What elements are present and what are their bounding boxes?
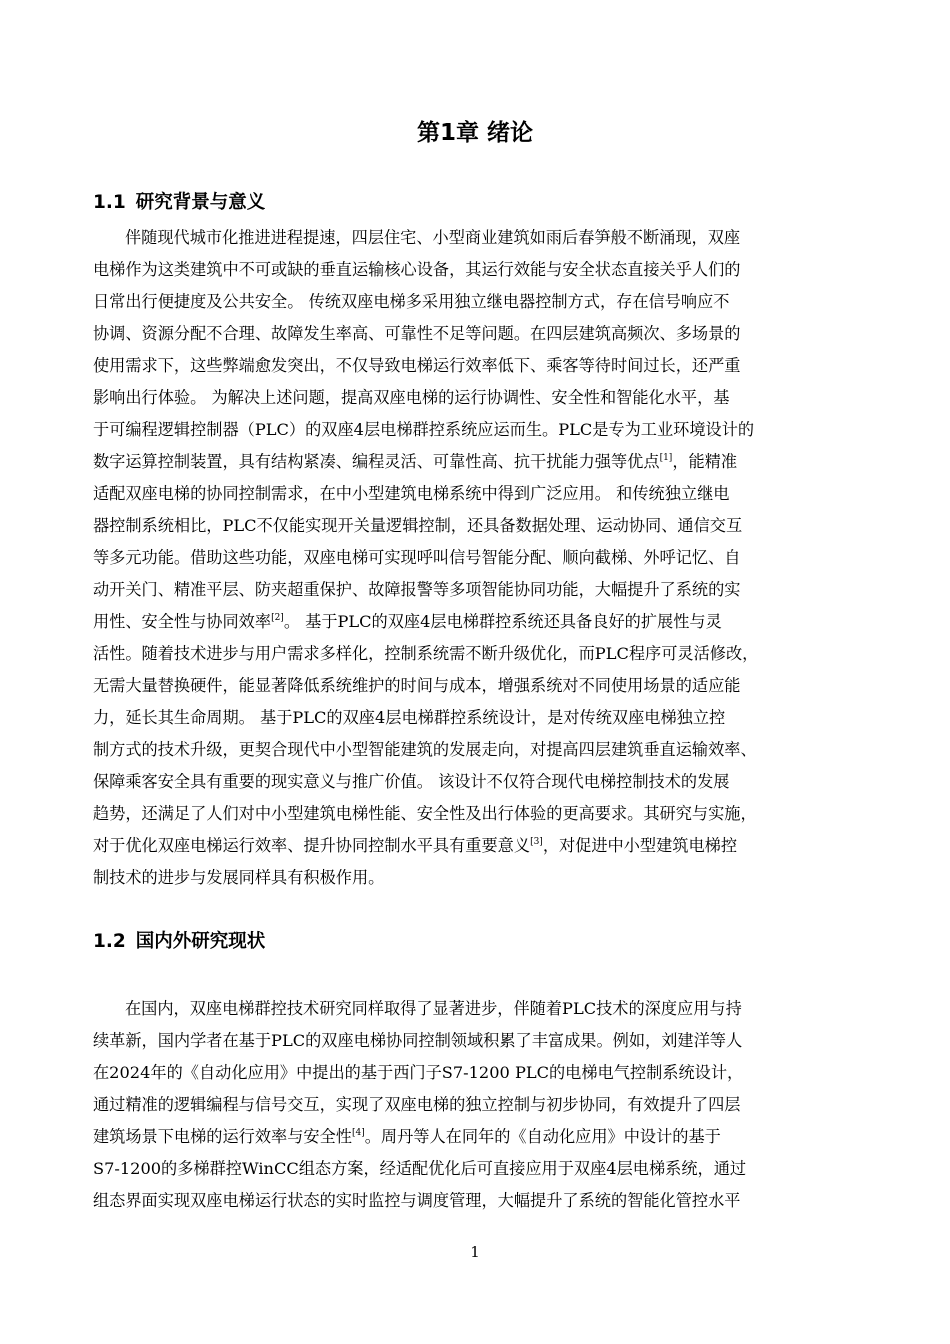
text-line: 动开关门、精准平层、防夹超重保护、故障报警等多项智能协同功能，大幅提升了系统的实 (93, 580, 741, 599)
text-line: 协调、资源分配不合理、故障发生率高、可靠性不足等问题。在四层建筑高频次、多场景的 (93, 324, 741, 343)
text-line (93, 830, 863, 862)
text-line: 等多元功能。借助这些功能，双座电梯可实现呼叫信号智能分配、顺向截梯、外呼记忆、自 (93, 548, 741, 567)
text-line: 保障乘客安全具有重要的现实意义与推广价值。 该设计不仅符合现代电梯控制技术的发展 (93, 772, 730, 791)
text-line: 适配双座电梯的协同控制需求，在中小型建筑电梯系统中得到广泛应用。 和传统独立继电 (93, 484, 730, 503)
citation-ref-3: [3] (530, 837, 543, 847)
text-segment: 建筑场景下电梯的运行效率与安全性 (93, 1127, 352, 1146)
section-title: 研究背景与意义 (135, 192, 266, 213)
section-title: 国内外研究现状 (135, 931, 266, 952)
text-segment: ，对促进中小型建筑电梯控 (542, 836, 738, 855)
text-line: 日常出行便捷度及公共安全。 传统双座电梯多采用独立继电器控制方式，存在信号响应不 (93, 292, 730, 311)
citation-ref-1: [1] (659, 453, 673, 463)
text-line (93, 606, 863, 638)
section-number: 1.1 (93, 192, 126, 213)
section-heading-1-2 (93, 927, 265, 957)
text-line: 制技术的进步与发展同样具有积极作用。 (93, 868, 385, 887)
text-segment: ，能精准 (672, 452, 738, 471)
text-line (93, 446, 863, 478)
text-segment: 数字运算控制装置，具有结构紧凑、编程灵活、可靠性高、抗干扰能力强等优点 (93, 452, 660, 471)
text-line (93, 1121, 863, 1153)
section-heading-1-1 (93, 188, 265, 218)
text-line: 组态界面实现双座电梯运行状态的实时监控与调度管理，大幅提升了系统的智能化管控水平 (93, 1191, 741, 1210)
page-number: 1 (470, 1243, 480, 1261)
text-line: 续革新，国内学者在基于PLC的双座电梯协同控制领域积累了丰富成果。例如，刘建洋等人 (93, 1031, 743, 1050)
chapter-title: 第1章 绪论 (416, 120, 533, 146)
section-1-2-body (93, 993, 863, 1217)
citation-ref-4: [4] (352, 1128, 365, 1138)
section-1-1-body (93, 222, 863, 894)
text-segment: 用性、安全性与协同效率 (93, 612, 272, 631)
text-segment: 。周丹等人在同年的《自动化应用》中设计的基于 (364, 1127, 721, 1146)
section-number: 1.2 (93, 931, 126, 952)
text-segment: 。 基于PLC的双座4层电梯群控系统还具备良好的扩展性与灵 (283, 612, 722, 631)
text-line: 使用需求下，这些弊端愈发突出，不仅导致电梯运行效率低下、乘客等待时间过长，还严重 (93, 356, 741, 375)
text-line: 影响出行体验。 为解决上述问题，提高双座电梯的运行协调性、安全性和智能化水平，基 (93, 388, 730, 407)
text-segment: 对于优化双座电梯运行效率、提升协同控制水平具有重要意义 (93, 836, 531, 855)
text-line: 于可编程逻辑控制器（PLC）的双座4层电梯群控系统应运而生。PLC是专为工业环境设计的 (93, 420, 755, 439)
text-line: 活性。随着技术进步与用户需求多样化，控制系统需不断升级优化，而PLC程序可灵活修改， (93, 644, 759, 663)
citation-ref-2: [2] (271, 613, 284, 623)
text-line: 器控制系统相比，PLC不仅能实现开关量逻辑控制，还具备数据处理、运动协同、通信交互 (93, 516, 743, 535)
text-line: 在2024年的《自动化应用》中提出的基于西门子S7-1200 PLC的电梯电气控制系统设计， (93, 1063, 744, 1082)
text-line: 伴随现代城市化推进进程提速，四层住宅、小型商业建筑如雨后春笋般不断涌现，双座 (125, 228, 741, 247)
text-line: 趋势，还满足了人们对中小型建筑电梯性能、安全性及出行体验的更高要求。其研究与实施， (93, 804, 757, 823)
text-line: S7-1200的多梯群控WinCC组态方案，经适配优化后可直接应用于双座4层电梯系统，通过 (93, 1159, 747, 1178)
text-line: 通过精准的逻辑编程与信号交互，实现了双座电梯的独立控制与初步协同，有效提升了四层 (93, 1095, 741, 1114)
text-line: 在国内，双座电梯群控技术研究同样取得了显著进步，伴随着PLC技术的深度应用与持 (125, 999, 742, 1018)
text-line: 力，延长其生命周期。 基于PLC的双座4层电梯群控系统设计，是对传统双座电梯独立控 (93, 708, 726, 727)
text-line: 电梯作为这类建筑中不可或缺的垂直运输核心设备，其运行效能与安全状态直接关乎人们的 (93, 260, 741, 279)
text-line: 无需大量替换硬件，能显著降低系统维护的时间与成本，增强系统对不同使用场景的适应能 (93, 676, 741, 695)
text-line: 制方式的技术升级，更契合现代中小型智能建筑的发展走向，对提高四层建筑垂直运输效率、 (93, 740, 757, 759)
